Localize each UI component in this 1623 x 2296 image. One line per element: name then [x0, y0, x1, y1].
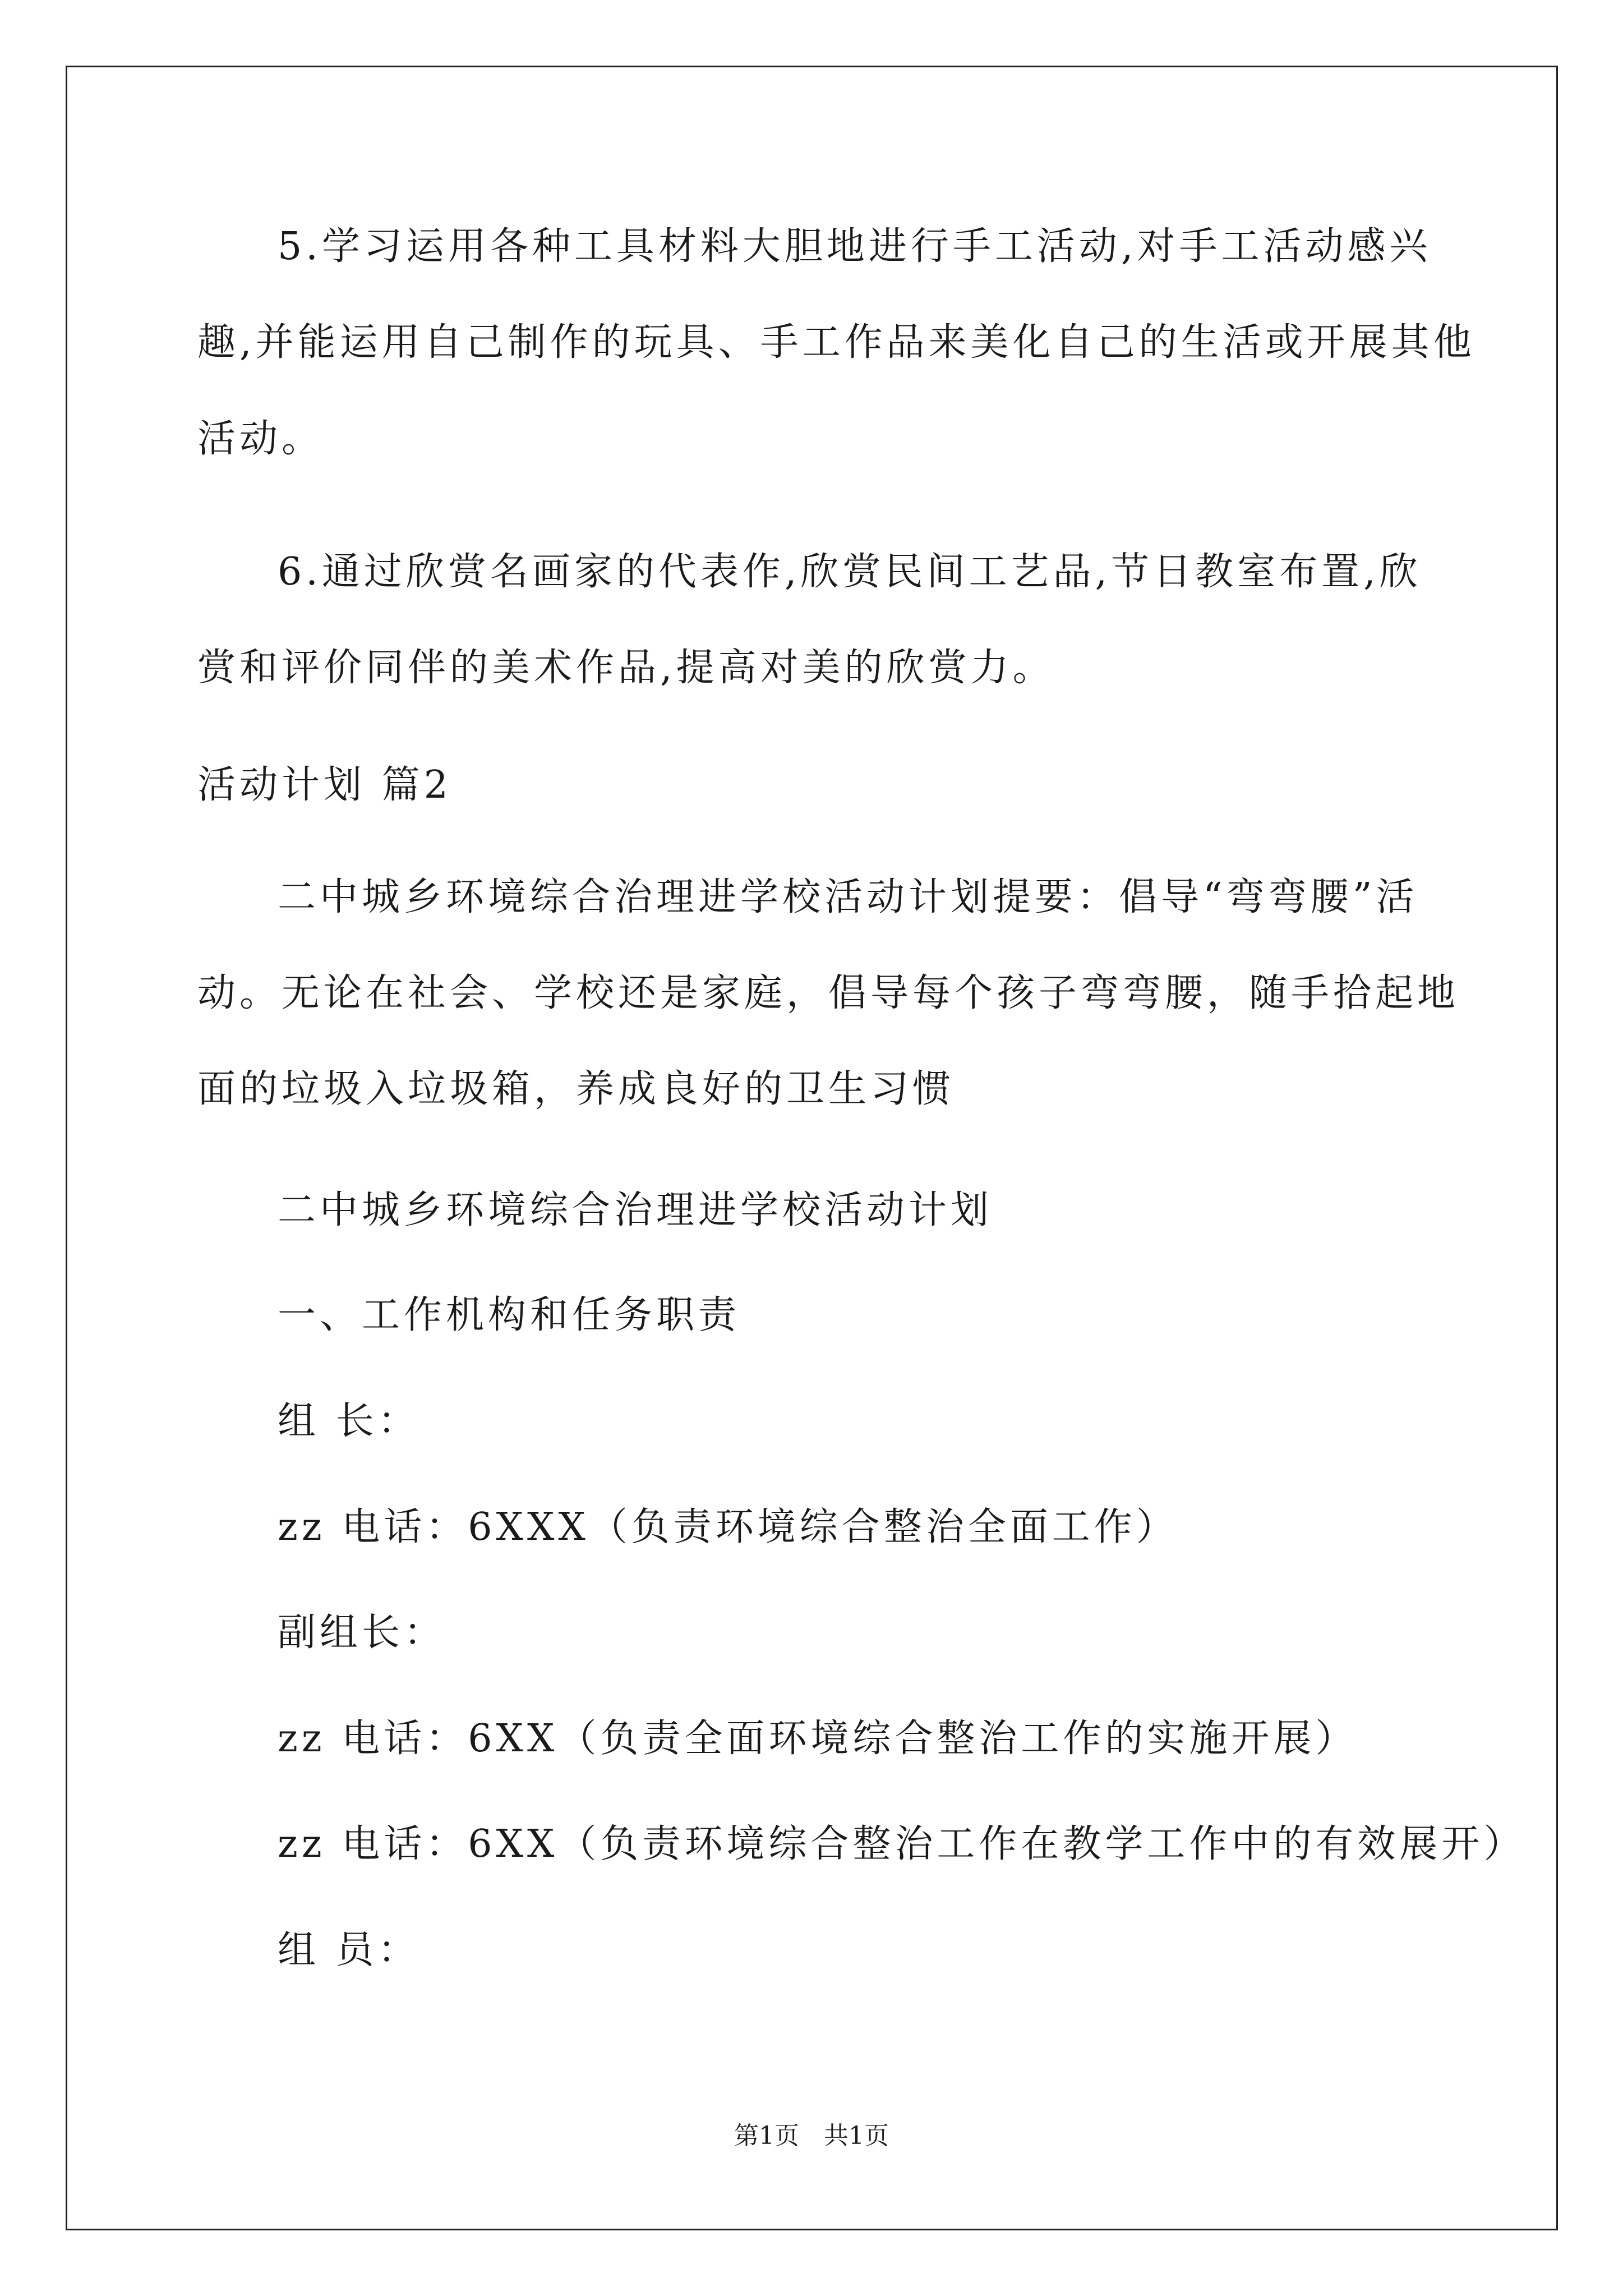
page-border	[66, 66, 1558, 2230]
paragraph-line: 副组长：	[278, 1611, 446, 1655]
paragraph-line: zz 电话：6XX（负责全面环境综合整治工作的实施开展）	[278, 1717, 1358, 1761]
paragraph-line: 赏和评价同伴的美术作品,提高对美的欣赏力。	[197, 646, 1055, 690]
paragraph-line: 二中城乡环境综合治理进学校活动计划	[278, 1188, 993, 1232]
section-heading: 活动计划 篇2	[197, 763, 452, 807]
paragraph-line: zz 电话：6XXX（负责环境综合整治全面工作）	[278, 1505, 1178, 1549]
paragraph-line: 一、工作机构和任务职责	[278, 1293, 741, 1337]
paragraph-line: 面的垃圾入垃圾箱，养成良好的卫生习惯	[197, 1067, 955, 1111]
paragraph-line: 5.学习运用各种工具材料大胆地进行手工活动,对手工活动感兴	[278, 224, 1432, 269]
paragraph-line: zz 电话：6XX（负责环境综合整治工作在教学工作中的有效展开）	[278, 1822, 1526, 1866]
page-footer: 第1页 共1页	[734, 2122, 889, 2150]
paragraph-line: 趣,并能运用自己制作的玩具、手工作品来美化自己的生活或开展其他	[197, 320, 1476, 365]
paragraph-line: 6.通过欣赏名画家的代表作,欣赏民间工艺品,节日教室布置,欣	[278, 550, 1422, 594]
paragraph-line: 组 员：	[278, 1928, 420, 1972]
paragraph-line: 二中城乡环境综合治理进学校活动计划提要：倡导“弯弯腰”活	[278, 875, 1418, 919]
paragraph-line: 组 长：	[278, 1399, 420, 1443]
paragraph-line: 动。无论在社会、学校还是家庭，倡导每个孩子弯弯腰，随手拾起地	[197, 971, 1460, 1015]
paragraph-line: 活动。	[197, 417, 324, 461]
